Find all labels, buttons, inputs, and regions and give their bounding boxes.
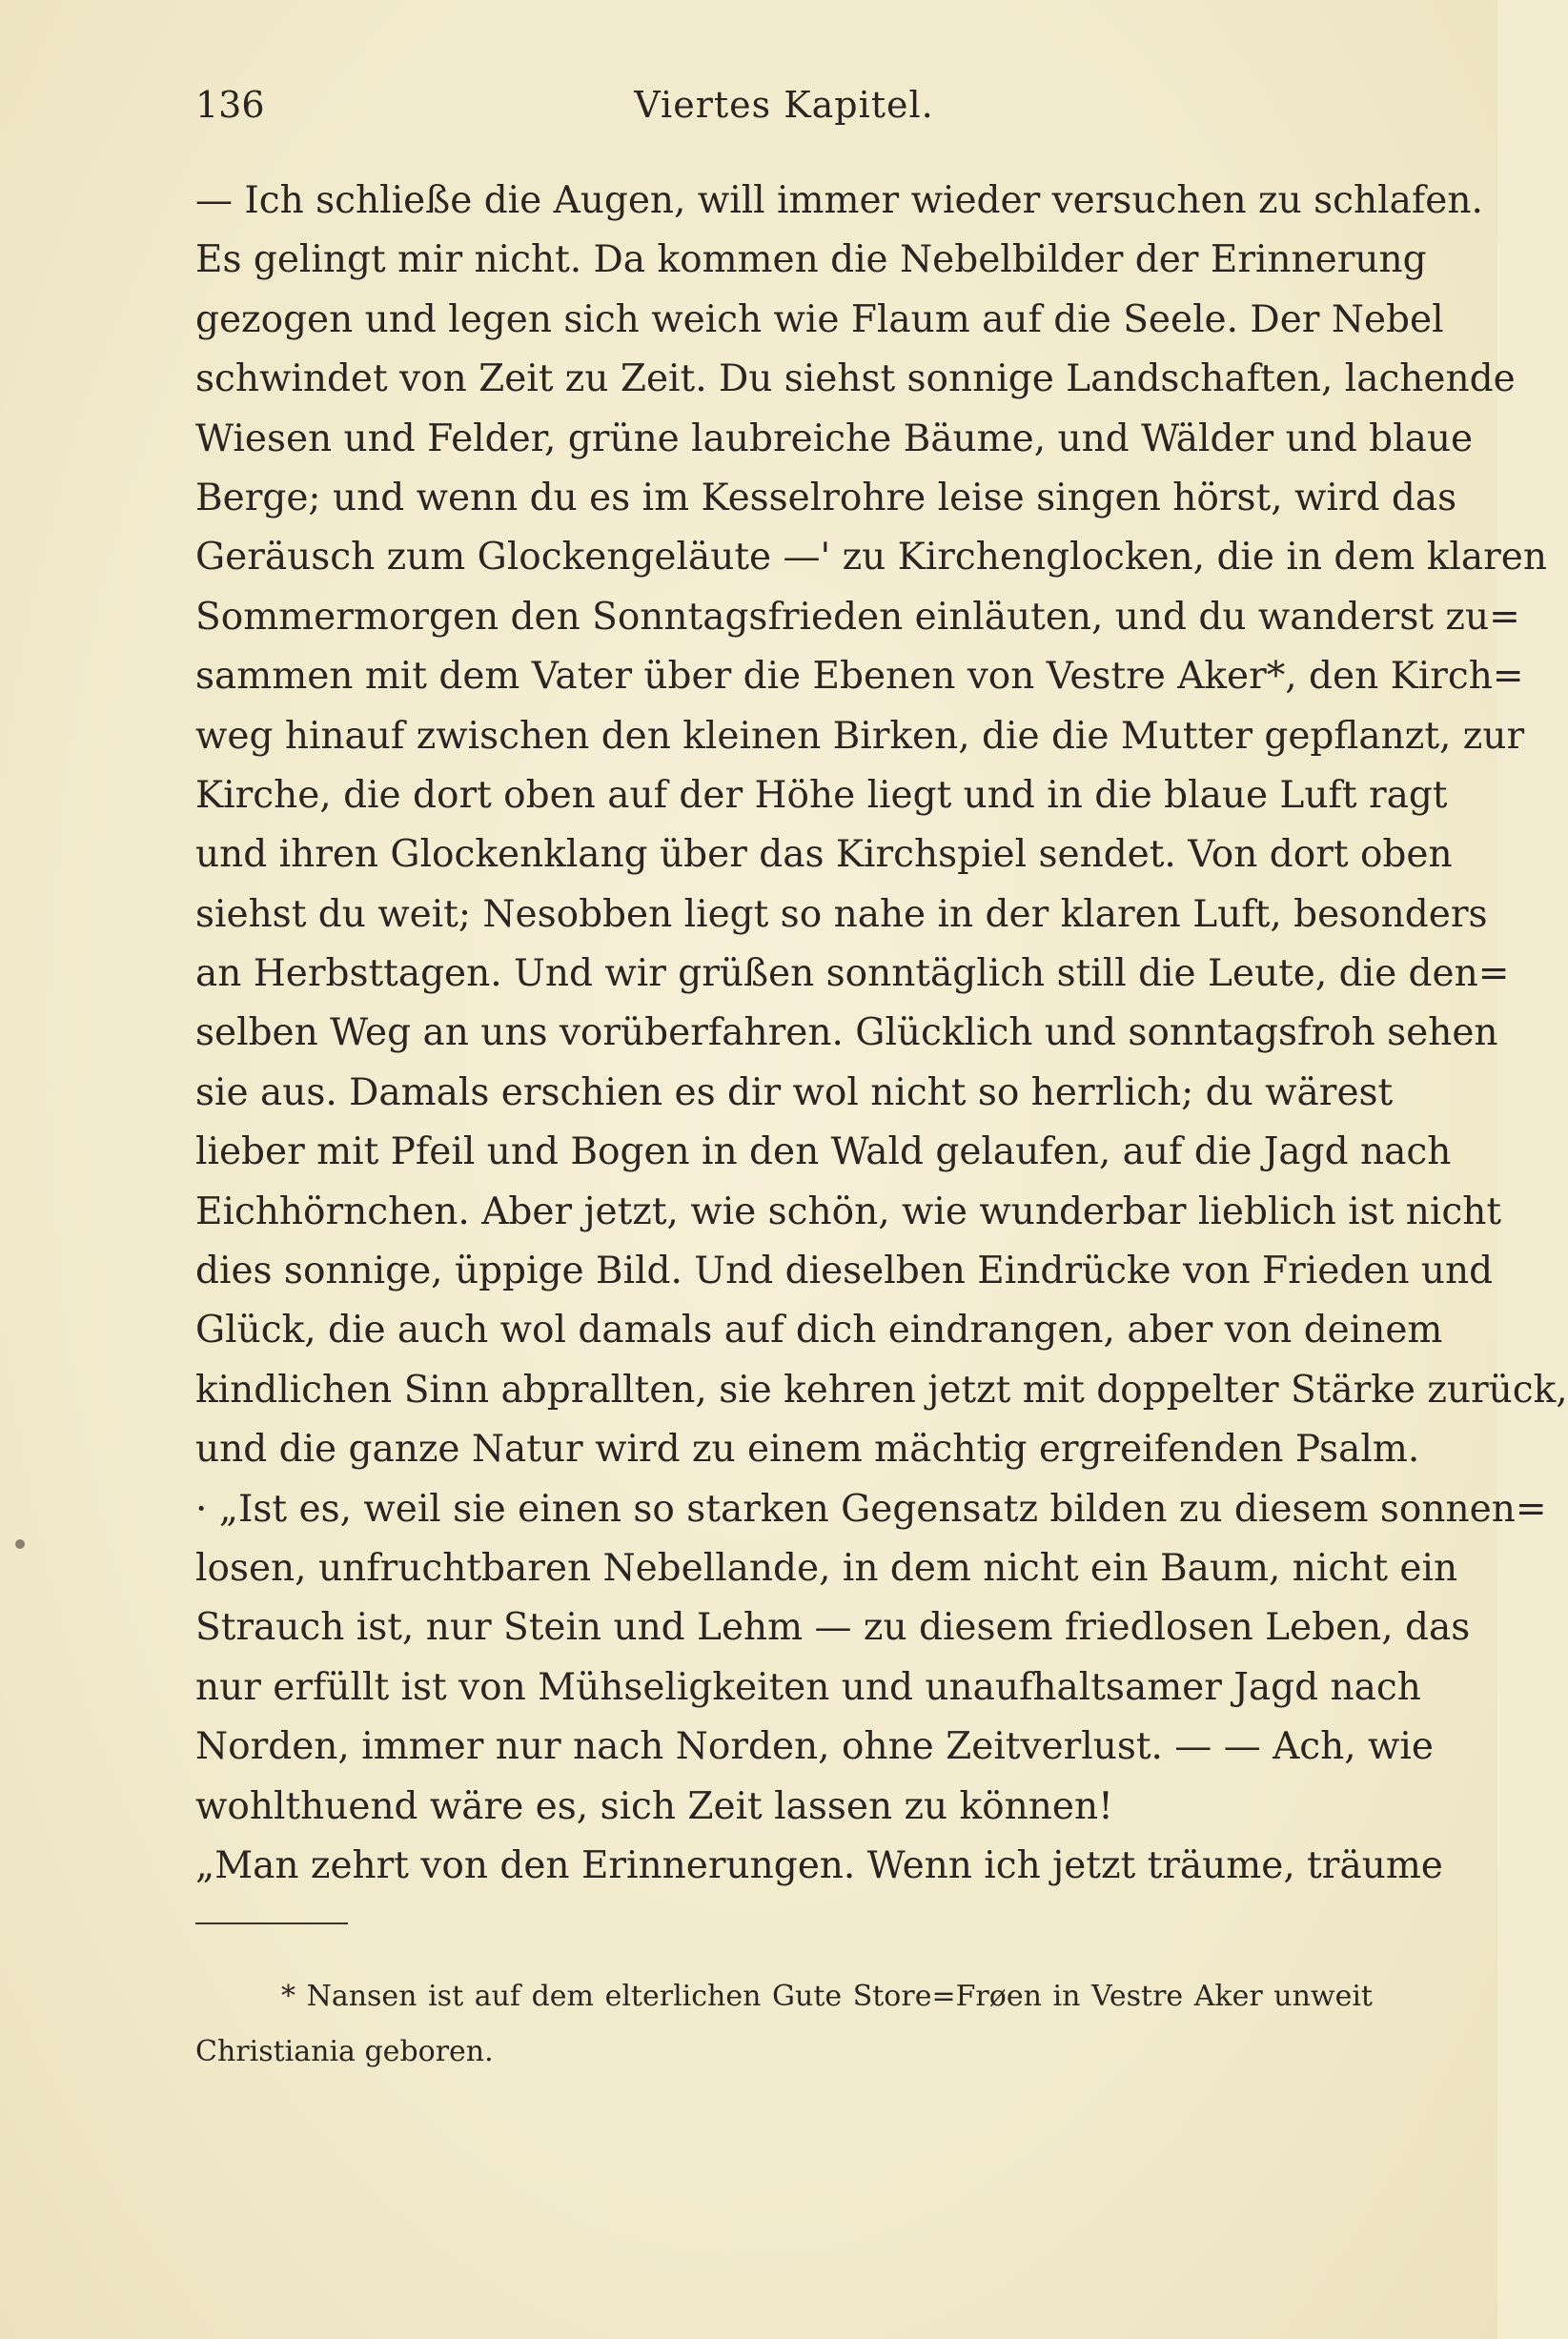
text-line: lieber mit Pfeil und Bogen in den Wald gelaufen, auf die Jagd nach xyxy=(195,1130,1452,1174)
text-line: nur erfüllt ist von Mühseligkeiten und unaufhaltsamer Jagd nach xyxy=(195,1665,1421,1709)
text-line: „Man zehrt von den Erinnerungen. Wenn ich jetzt träume, träume xyxy=(195,1843,1443,1887)
page-header xyxy=(195,84,1373,132)
text-line: weg hinauf zwischen den kleinen Birken, die die Mutter gepflanzt, zur xyxy=(195,714,1525,758)
body-text xyxy=(195,172,1568,1896)
text-line: dies sonnige, üppige Bild. Und dieselben Eindrücke von Frieden und xyxy=(195,1250,1494,1293)
text-line: Berge; und wenn du es im Kesselrohre leise singen hörst, wird das xyxy=(195,476,1457,519)
text-line: Sommermorgen den Sonntagsfrieden einläuten, und du wanderst zu= xyxy=(195,595,1520,639)
margin-mark xyxy=(15,1539,25,1549)
text-line: Es gelingt mir nicht. Da kommen die Nebelbilder der Erinnerung xyxy=(195,238,1427,282)
text-line: und die ganze Natur wird zu einem mächtig ergreifenden Psalm. xyxy=(195,1428,1420,1472)
text-line: Geräusch zum Glockengeläute —' zu Kirchenglocken, die in dem klaren xyxy=(195,536,1547,580)
text-line: · „Ist es, weil sie einen so starken Gegensatz bilden zu diesem sonnen= xyxy=(195,1487,1547,1531)
text-line: kindlichen Sinn abprallten, sie kehren jetzt mit doppelter Stärke zurück, xyxy=(195,1368,1568,1412)
text-line: sie aus. Damals erschien es dir wol nicht so herrlich; du wärest xyxy=(195,1070,1394,1114)
text-line: Wiesen und Felder, grüne laubreiche Bäume, und Wälder und blaue xyxy=(195,417,1474,460)
text-line: selben Weg an uns vorüberfahren. Glücklich und sonntagsfroh sehen xyxy=(195,1011,1498,1055)
text-line: gezogen und legen sich weich wie Flaum auf die Seele. Der Nebel xyxy=(195,297,1444,341)
running-head: Viertes Kapitel. xyxy=(634,84,934,126)
text-line: Strauch ist, nur Stein und Lehm — zu diesem friedlosen Leben, das xyxy=(195,1606,1471,1650)
text-line: Glück, die auch wol damals auf dich eindrangen, aber von deinem xyxy=(195,1309,1443,1353)
text-line: an Herbsttagen. Und wir grüßen sonntäglich still die Leute, die den= xyxy=(195,952,1510,996)
footnote-line: Christiania geboren. xyxy=(195,2035,494,2068)
text-line: siehst du weit; Nesobben liegt so nahe in der klaren Luft, besonders xyxy=(195,892,1488,936)
text-line: wohlthuend wäre es, sich Zeit lassen zu können! xyxy=(195,1784,1113,1828)
page-number: 136 xyxy=(195,84,265,126)
text-line: sammen mit dem Vater über die Ebenen von Vestre Aker*, den Kirch= xyxy=(195,655,1524,699)
footnote-rule xyxy=(195,1922,348,1924)
text-line: losen, unfruchtbaren Nebellande, in dem nicht ein Baum, nicht ein xyxy=(195,1546,1458,1590)
footnote xyxy=(195,1969,1373,2080)
text-line: Kirche, die dort oben auf der Höhe liegt und in die blaue Luft ragt xyxy=(195,773,1448,817)
text-line: — Ich schließe die Augen, will immer wieder versuchen zu schlafen. xyxy=(195,179,1483,222)
text-line: Eichhörnchen. Aber jetzt, wie schön, wie wunderbar lieblich ist nicht xyxy=(195,1190,1501,1233)
text-line: schwindet von Zeit zu Zeit. Du siehst sonnige Landschaften, lachende xyxy=(195,357,1516,401)
footnote-line: * Nansen ist auf dem elterlichen Gute Store=Frøen in Vestre Aker unweit xyxy=(281,1980,1373,2013)
text-line: Norden, immer nur nach Norden, ohne Zeitverlust. — — Ach, wie xyxy=(195,1725,1434,1769)
text-line: und ihren Glockenklang über das Kirchspiel sendet. Von dort oben xyxy=(195,833,1453,877)
